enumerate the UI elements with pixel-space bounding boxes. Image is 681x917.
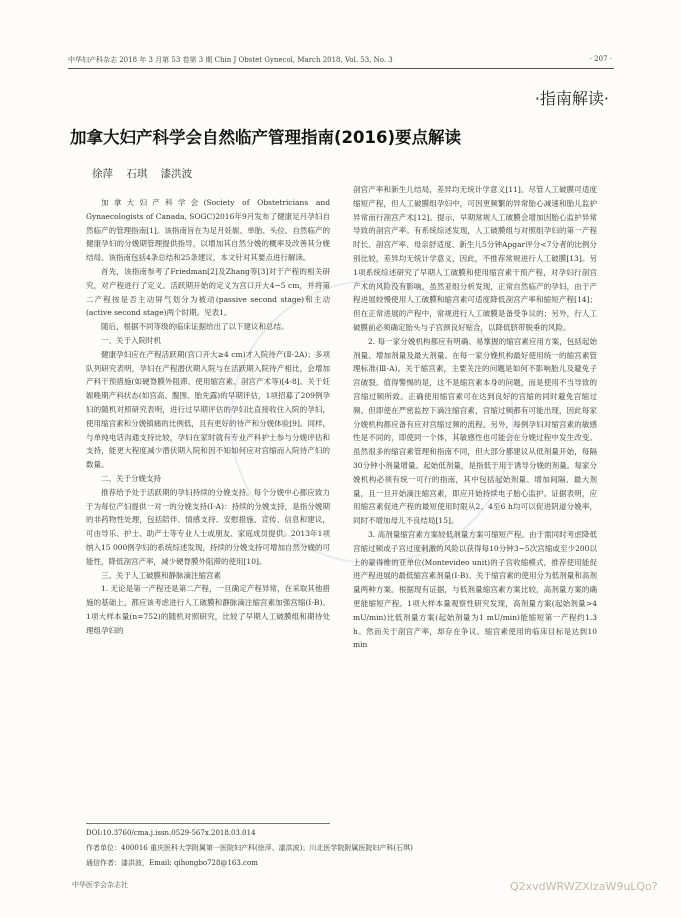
paragraph: 剖宫产率和新生儿结局，差异均无统计学意义[11]。尽管人工破膜可适度缩短产程，但人工破膜组孕妇中，可因更频繁的异常胎心减速和胎儿监护异常而行剖宫产术[12]。提示，早期常规人工破膜会增加因胎心监护异常导致的剖宫产率。有系统综述发现，人工破膜组与对照组孕妇的第一产程时长、剖宫产率、母亲舒适度、新生儿5分钟Apgar评分<7分者的比例分别比较，差异均无统计学意义，因此，不推荐常规进行人工破膜[13]。另1项系统综述研究了早期人工破膜和使用缩宫素干预产程，对孕妇行剖宫产术的风险没有影响。虽然亚组分析发现，正常自然临产的孕妇，由于产程进展较慢使用人工破膜和缩宫素可适度降低剖宫产率和缩短产程[14]；但在正常进展的产程中，常规进行人工破膜是备受争议的；另外，行人工破膜前必须确定胎头与子宫颈良好贴合，以降低脐带脱垂的风险。 bbox=[353, 185, 597, 332]
paragraph: 首先，该指南参考了Friedman[2]及Zhang等[3]对于产程的相关研究，对产程进行了定义。活跃期开始的定义为宫口开大4~5 cm，并将第二产程按是否主动屏气划分为被动(passive second stage)和主动(active second stage)两个时期。见表1。 bbox=[86, 266, 330, 318]
authors: 徐萍 石琪 漆洪波 bbox=[92, 168, 193, 180]
paragraph: 2. 每一家分娩机构都应有明确、易掌握的缩宫素应用方案，包括起始剂量、增加剂量及最大剂量。在每一家分娩机构最好使用统一的缩宫素管理标准(Ⅲ-A)。关于缩宫素，主要关注的问题是如何不影响胎儿及避免子宫破裂。值得警惕的是，这不是缩宫素本身的问题，而是使用不当导致的宫缩过频所致。正确使用缩宫素可在达到良好的宫缩的同时避免宫缩过频。但即使在严密监控下滴注缩宫素，宫缩过频都有可能出现，因此每家分娩机构都应备有应对宫缩过频的流程。另外，每例孕妇对缩宫素的敏感性是不同的，即使同一个体，其敏感性也可能会在分娩过程中发生改变。虽然很多的缩宫素管理和指南不同，但大部分都建议从低剂量开始，每隔30分钟小剂量增量。起始低剂量，是指低于用于诱导分娩的剂量。每家分娩机构必须有统一可行的指南，其中包括起始剂量、增加间隔、最大剂量，且一旦开始滴注缩宫素，即应开始持续电子胎心监护。证据表明，应用缩宫素促进产程的最短使用时限从2、4至6 h均可以促进阴道分娩率，同时不增加母儿不良结局[15]。 bbox=[353, 336, 597, 526]
watermark-code: Q2xvdWRWZXIzaW9uLQo? bbox=[510, 880, 658, 893]
paragraph: 3. 高剂量缩宫素方案较低剂量方案可缩短产程。由于需同时考虑降低宫缩过频或子宫过度刺激的风险以获得每10分钟3~5次宫缩或至少200以上的蒙得维的亚单位(Montevideo unit)的子宫收缩模式，推荐使用能促进产程进展的最低缩宫素剂量(Ⅰ-B)。关于缩宫素的使用分为低剂量和高剂量两种方案。根据现有证据，与低剂量缩宫素方案比较，高剂量方案的确更能缩短产程。1项大样本量观察性研究发现，高剂量方案(起始剂量>4 mU/min)比低剂量方案(起始剂量为1 mU/min)能缩短第一产程约1.3 h。然而关于剖宫产率，却存在争议。缩宫素使用的临床目标是达到10 min bbox=[353, 529, 597, 650]
section-label: ·指南解读· bbox=[534, 89, 609, 108]
running-header bbox=[68, 55, 614, 69]
journal-line: 中华妇产科杂志 2018 年 3 月第 53 卷第 3 期 Chin J Obstet Gynecol, March 2018, Vol. 53, No. 3 bbox=[68, 56, 393, 64]
publisher-logo: 中华医学会杂志社 bbox=[72, 881, 128, 889]
paragraph: 健康孕妇应在产程活跃期(宫口开大≥4 cm)才入院待产(Ⅱ-2A)；多项队列研究表明，孕妇在产程潜伏期入院与在活跃期入院待产相比，会增加产科干预措施(如硬脊膜外阻滞、使用缩宫素、剖宫产术等)[4-8]。关于妊娠晚期产科状态(如宫高、腹围、胎先露)的早期评估，1项招募了209例孕妇的随机对照研究表明，进行过早期评估的孕妇比直接收住入院的孕妇，使用缩宫素和分娩镇痛的比例低，且有更好的待产和分娩体验[9]。同样，与单纯电话沟通支持比较，孕妇在家时就有专业产科护士参与分娩评估和支持，能更大程度减少潜伏期入院和因不知如何应对宫缩而入院待产妇的数量。 bbox=[86, 349, 330, 470]
paragraph: 1. 无论是第一产程还是第二产程，一旦确定产程异常，在采取其他措施的基础上，都应该考虑进行人工破膜和静脉滴注缩宫素加强宫缩(Ⅰ-B)。1项大样本量(n=752)的随机对照研究，比较了早期人工破膜组和期待处理组孕妇的 bbox=[86, 584, 330, 635]
paragraph: 推荐给予处于活跃期的孕妇持续的分娩支持。每个分娩中心都应致力于为每位产妇提供一对一的分娩支持(Ⅰ-A)：持续的分娩支持，是指分娩期的非药物性处理，包括陪伴、情感支持、安慰措施、宣传、信息和建议，可由导乐、护士、助产士等专业人士或朋友、家庭成员提供。2013年1项纳入15 000例孕妇的系统综述发现，持续的分娩支持可增加自然分娩的可能性，降低剖宫产率，减少硬脊膜外阻滞的使用[10]。 bbox=[86, 487, 330, 566]
subsection-heading: 二、关于分娩支持 bbox=[101, 473, 161, 483]
page-number: · 207 · bbox=[589, 55, 612, 63]
footnotes bbox=[86, 823, 413, 871]
doi-line: DOI:10.3760/cma.j.issn.0529-567x.2018.03.014 bbox=[86, 829, 256, 837]
subsection-heading: 三、关于人工破膜和静脉滴注缩宫素 bbox=[101, 570, 221, 580]
left-column bbox=[86, 196, 330, 638]
article-title: 加拿大妇产科学会自然临产管理指南(2016)要点解读 bbox=[70, 128, 462, 147]
paragraph: 随后，根据不同等级的临床证据给出了以下建议和总结。 bbox=[101, 322, 289, 332]
right-column bbox=[353, 183, 597, 652]
subsection-heading: 一、关于入院时机 bbox=[101, 335, 161, 345]
paragraph: 加拿大妇产科学会(Society of Obstetricians and Gynaecologists of Canada, SOGC)2016年9月发布了健康足月孕妇自然临产的管理指南[1]。该指南旨在为足月妊娠、单胎、头位、自然临产的健康孕妇的分娩期管理提供指导，以增加其自然分娩的概率及改善其分娩结局。该指南包括4条总结和25条建议，本文针对其要点进行解读。 bbox=[86, 198, 330, 263]
affiliation-line: 作者单位：400016 重庆医科大学附属第一医院妇产科(徐萍、漆洪波)；川北医学院附属医院妇产科(石琪) bbox=[86, 844, 413, 852]
correspondence-line: 通信作者：漆洪波，Email: qihongbo728@163.com bbox=[86, 859, 258, 867]
